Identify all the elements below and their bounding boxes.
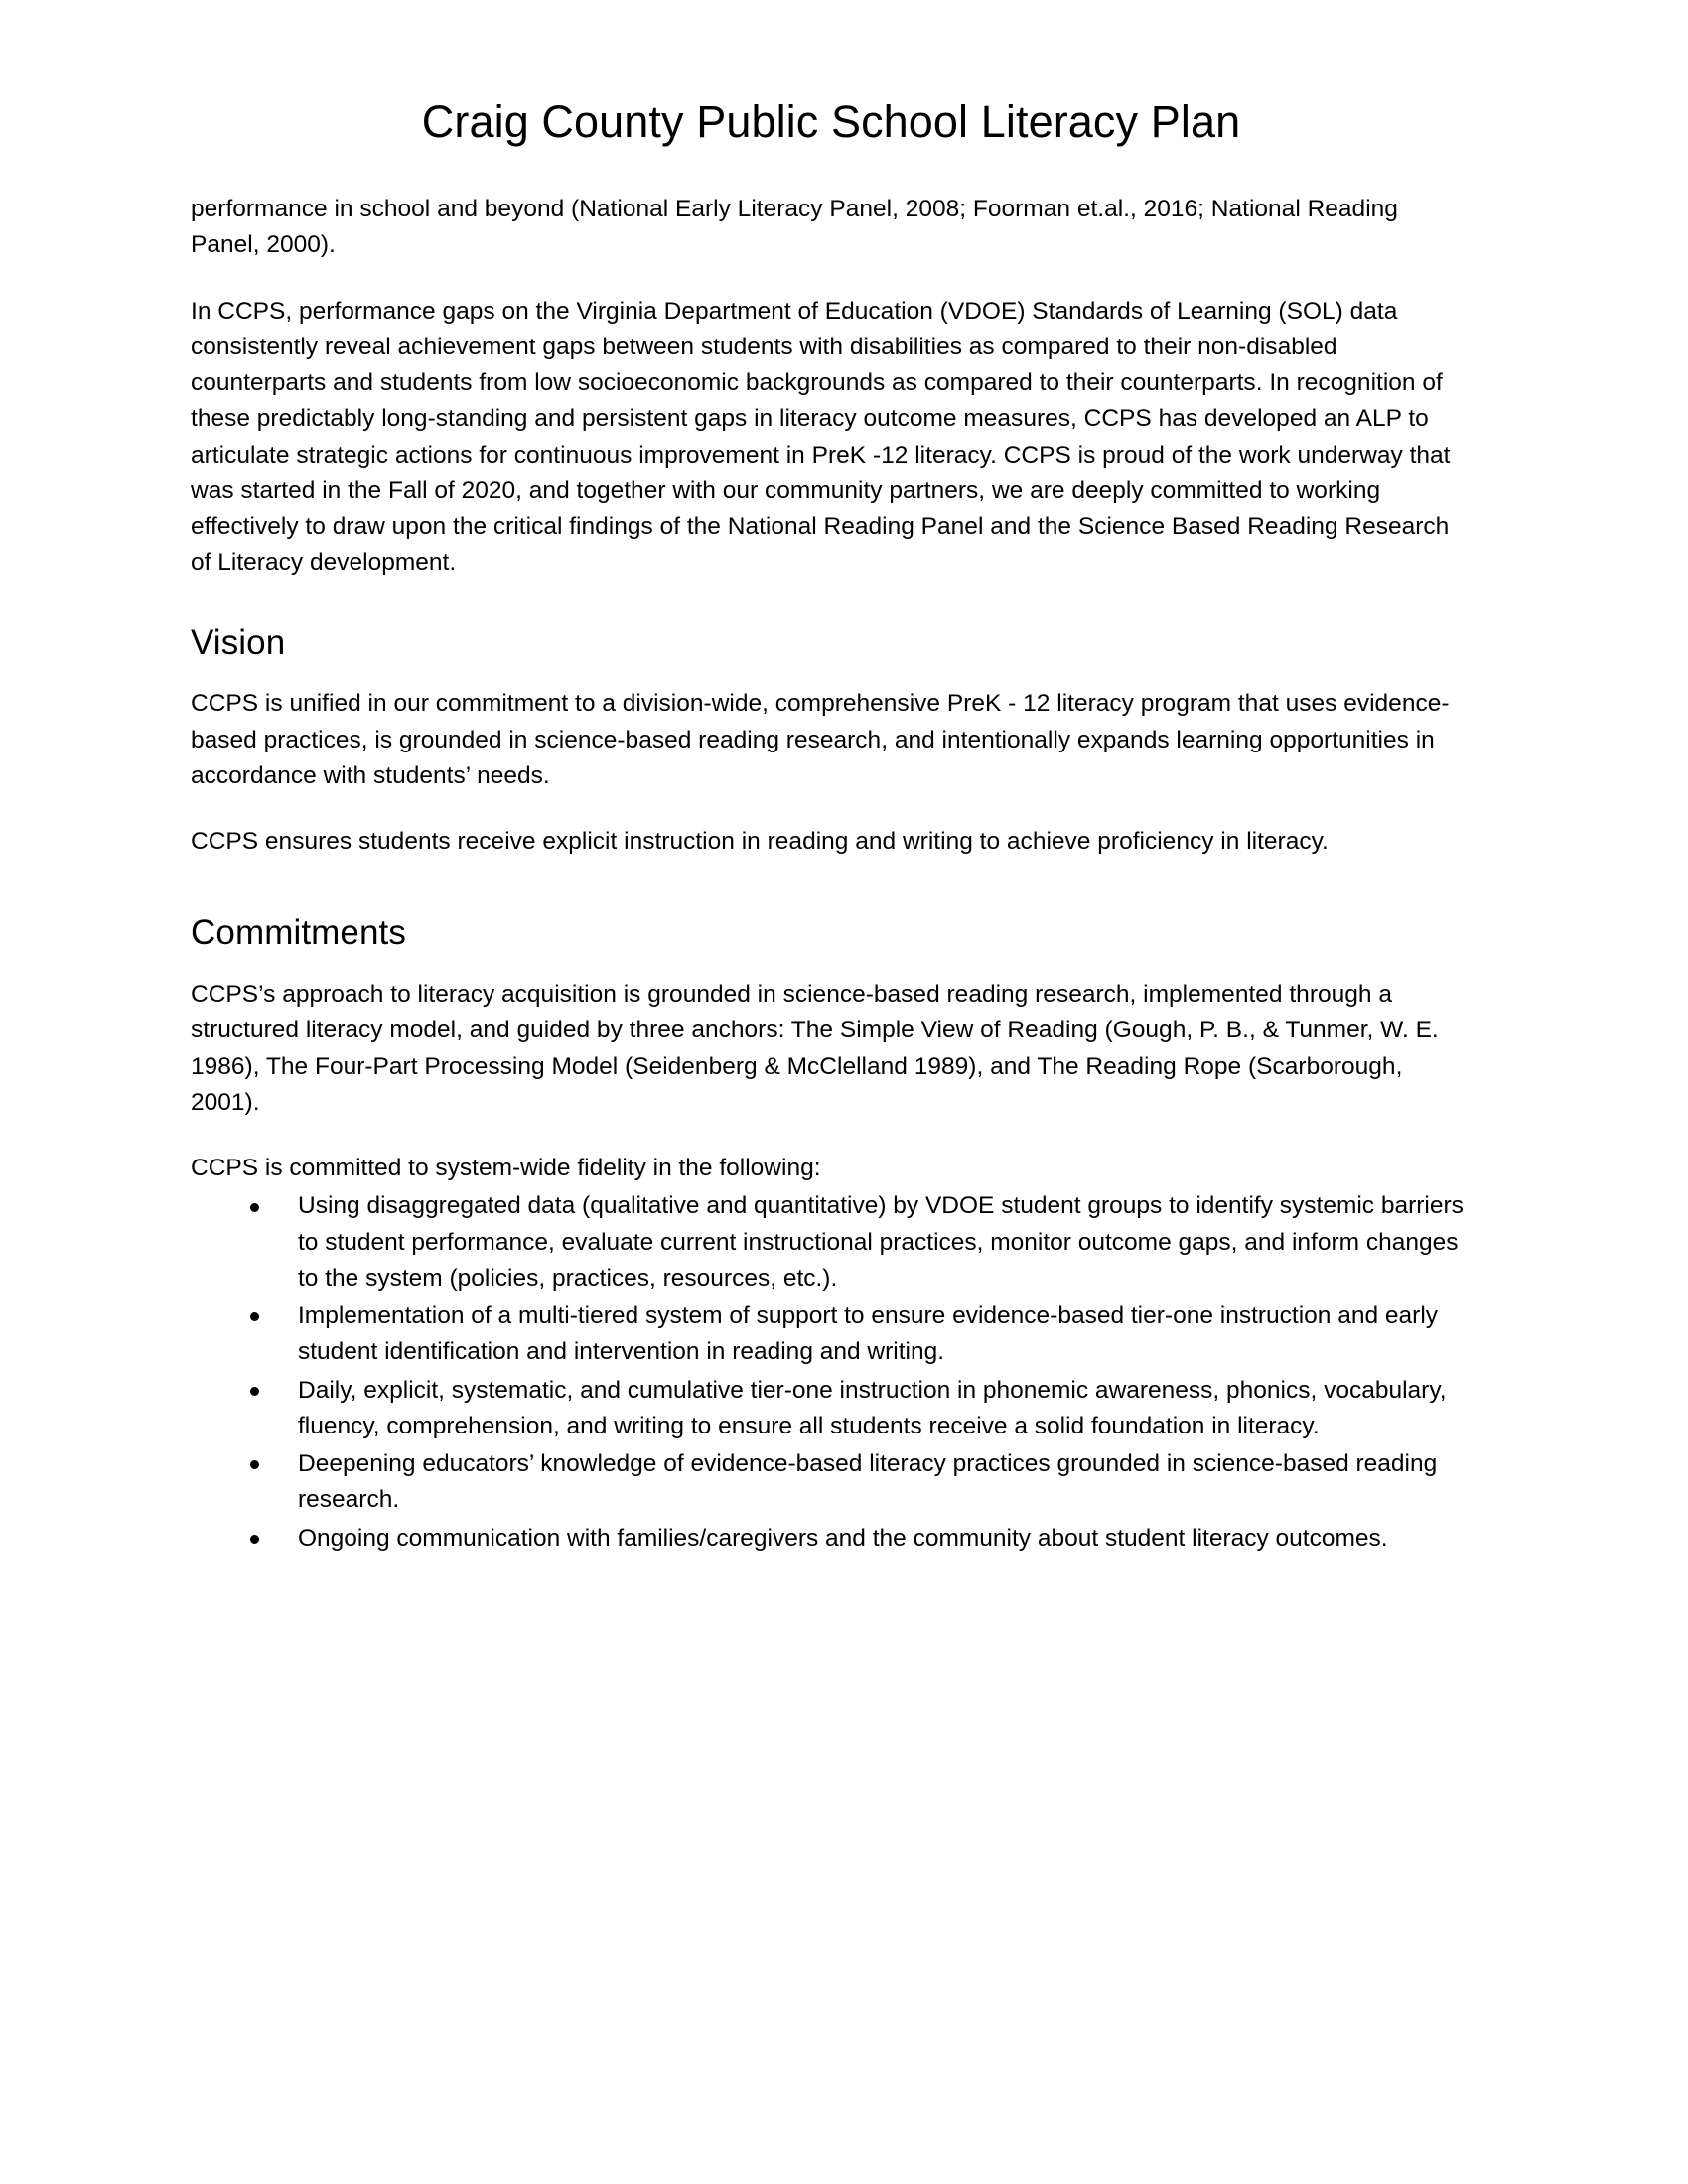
- document-content: [191, 95, 1472, 1559]
- list-item-label: Ongoing communication with families/caregivers and the community about student literacy outcomes.: [298, 1524, 1388, 1552]
- bullet-point-icon: [250, 1203, 259, 1212]
- list-item-label: Implementation of a multi-tiered system of support to ensure evidence-based tier-one instruction and early student identification and intervention in reading and writing.: [298, 1302, 1439, 1366]
- bullet-point-icon: [250, 1460, 259, 1469]
- list-item-label: Using disaggregated data (qualitative and quantitative) by VDOE student groups to identify systemic barriers to student performance, evaluate current instructional practices, monitor outcome gaps, and inform changes to the system (policies, practices, resources, etc.).: [298, 1192, 1464, 1292]
- list-item: [191, 1188, 1472, 1297]
- paragraph-intro-continued: performance in school and beyond (National Early Literacy Panel, 2008; Foorman et.al., 2016; National Reading Panel, 2000).: [191, 196, 1398, 259]
- section-heading-commitments: Commitments: [191, 913, 406, 953]
- bullet-point-icon: [250, 1312, 259, 1321]
- section-heading-vision: Vision: [191, 622, 286, 662]
- list-item: [191, 1446, 1472, 1519]
- list-item: [191, 1373, 1472, 1445]
- bullet-point-icon: [250, 1535, 259, 1544]
- vision-paragraph-1: CCPS is unified in our commitment to a division-wide, comprehensive PreK - 12 literacy program that uses evidence-based practices, is grounded in science-based reading research, and intentionally expands learning opportunities in accordance with students’ needs.: [191, 690, 1450, 789]
- list-item-label: Daily, explicit, systematic, and cumulative tier-one instruction in phonemic awareness, phonics, vocabulary, fluency, comprehension, and writing to ensure all students receive a solid foundation in literacy.: [298, 1376, 1447, 1439]
- commitments-bullet-list: [191, 1188, 1472, 1557]
- page-title: Craig County Public School Literacy Plan: [421, 96, 1241, 147]
- commitments-list-lead-in: CCPS is committed to system-wide fidelity in the following:: [191, 1155, 821, 1182]
- bullet-point-icon: [250, 1387, 259, 1396]
- paragraph-performance-gaps: In CCPS, performance gaps on the Virginia Department of Education (VDOE) Standards of Learning (SOL) data consistently reveal achievement gaps between students with disabilities as compared to their non-disabled counterparts and students from low socioeconomic backgrounds as compared to their counterparts. In recognition of these predictably long-standing and persistent gaps in literacy outcome measures, CCPS has developed an ALP to articulate strategic actions for continuous improvement in PreK -12 literacy. CCPS is proud of the work underway that was started in the Fall of 2020, and together with our community partners, we are deeply committed to working effectively to draw upon the critical findings of the National Reading Panel and the Science Based Reading Research of Literacy development.: [191, 297, 1451, 577]
- list-item: [191, 1298, 1472, 1371]
- commitments-paragraph-1: CCPS’s approach to literacy acquisition is grounded in science-based reading research, implemented through a structured literacy model, and guided by three anchors: The Simple View of Reading (Gough, P. B., & Tunmer, W. E. 1986), The Four-Part Processing Model (Seidenberg & McClelland 1989), and The Reading Rope (Scarborough, 2001).: [191, 981, 1439, 1116]
- vision-paragraph-2: CCPS ensures students receive explicit instruction in reading and writing to achieve proficiency in literacy.: [191, 828, 1329, 856]
- list-item: [191, 1521, 1472, 1557]
- list-item-label: Deepening educators’ knowledge of evidence-based literacy practices grounded in science-based reading research.: [298, 1450, 1438, 1514]
